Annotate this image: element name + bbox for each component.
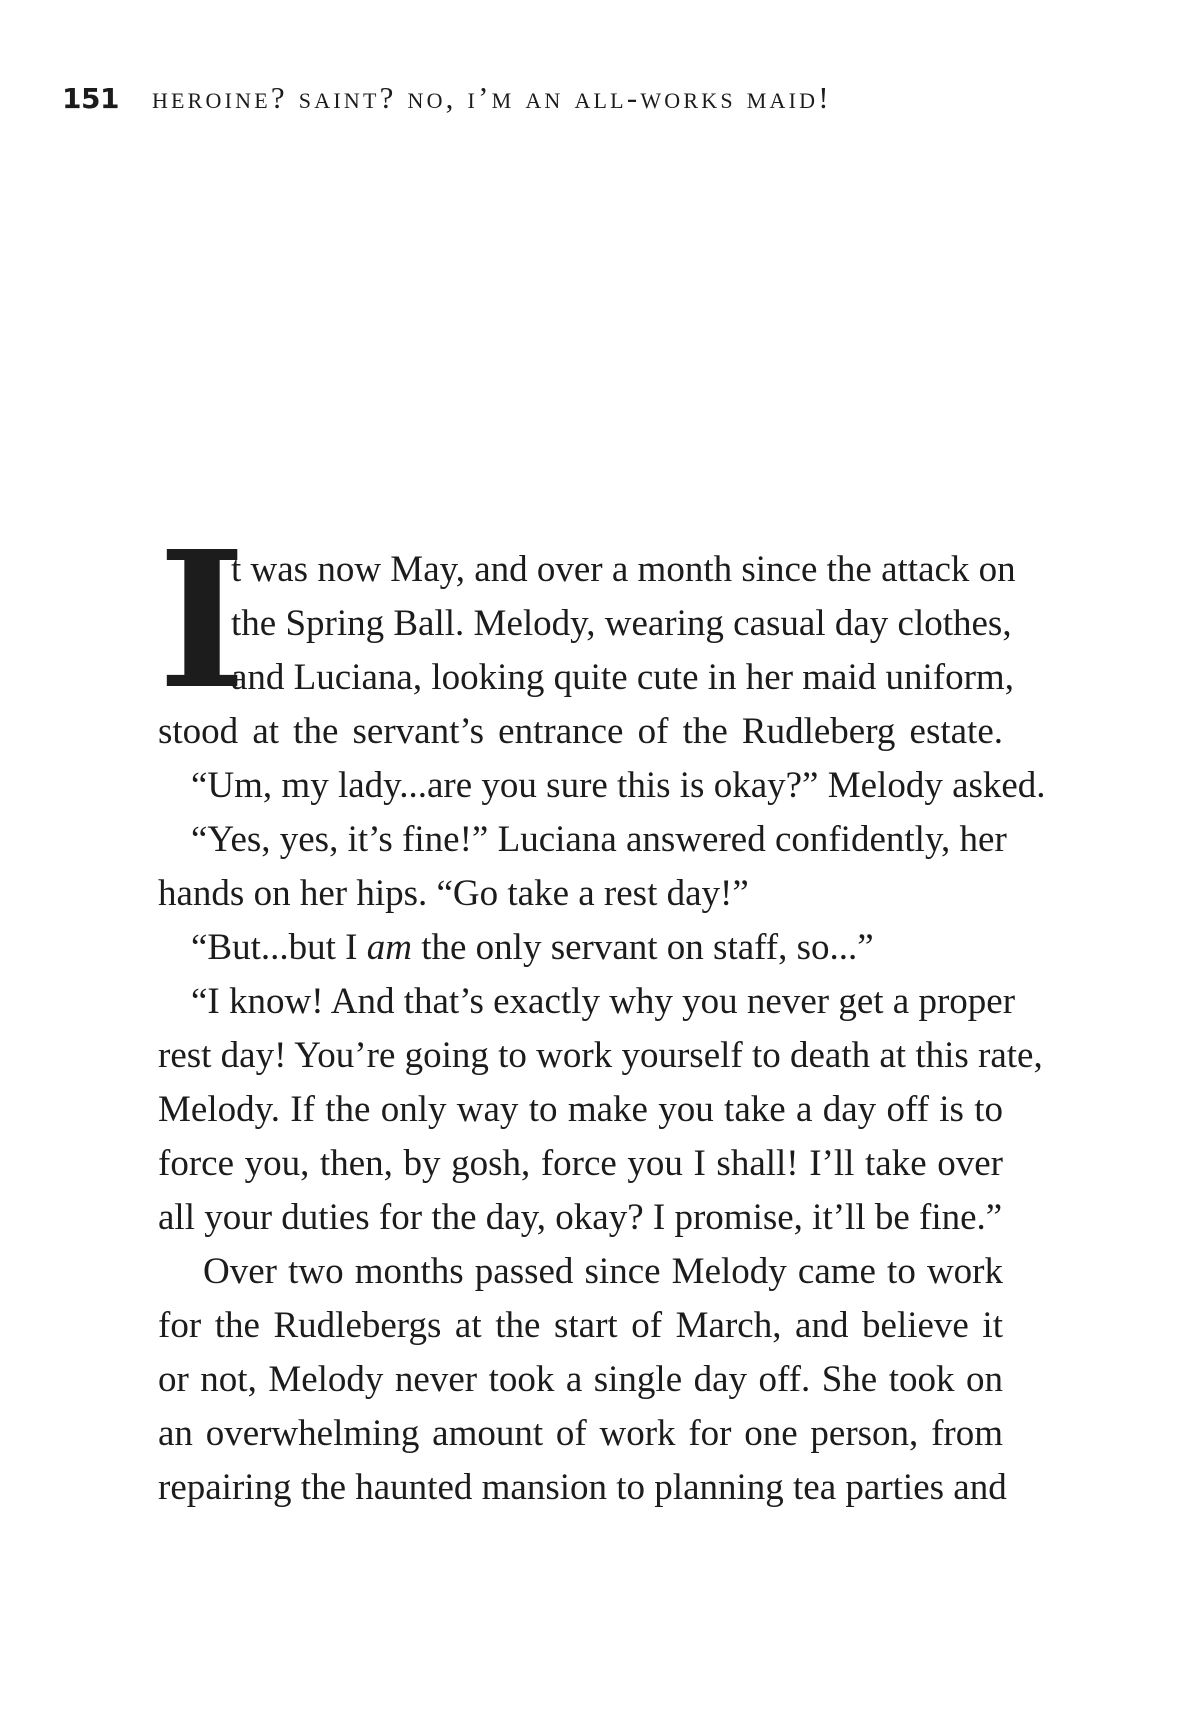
book-title: heroine? saint? no, i’m an all-works maid! [151, 80, 832, 115]
text-line: and Luciana, looking quite cute in her maid uniform, [231, 657, 1014, 698]
text-line: all your duties for the day, okay? I promise, it’ll be fine.” [158, 1197, 1003, 1238]
text-line: “I know! And that’s exactly why you never get a proper [191, 981, 1016, 1022]
text-line: t was now May, and over a month since the attack on [231, 549, 1016, 590]
chapter-text [158, 510, 1046, 1515]
text-line: rest day! You’re going to work yourself to death at this rate, [158, 1035, 1043, 1076]
page-number: 151 [62, 82, 119, 115]
drop-cap: I [158, 510, 246, 731]
text-line: for the Rudlebergs at the start of March, and believe it [158, 1305, 1003, 1346]
text-line: force you, then, by gosh, force you I shall! I’ll take over [158, 1143, 1003, 1184]
opening-paragraph [158, 510, 1016, 759]
text-line: or not, Melody never took a single day off. She took on [158, 1359, 1003, 1400]
text-line: the Spring Ball. Melody, wearing casual day clothes, [231, 603, 1012, 644]
text-line-emphasis [158, 921, 1003, 975]
text-line: an overwhelming amount of work for one person, from [158, 1413, 1003, 1454]
text-line: “Um, my lady...are you sure this is okay?” Melody asked. [191, 765, 1046, 806]
text-line: Melody. If the only way to make you take a day off is to [158, 1089, 1003, 1130]
text-line: “Yes, yes, it’s fine!” Luciana answered confidently, her [191, 819, 1007, 860]
text-line: repairing the haunted mansion to planning tea parties and [158, 1467, 1007, 1508]
text-line: hands on her hips. “Go take a rest day!” [158, 873, 749, 914]
text-fragment: the only servant on staff, so...” [411, 927, 874, 968]
text-fragment: “But...but I [191, 927, 367, 968]
emphasized-word: am [366, 927, 412, 968]
text-line: Over two months passed since Melody came to work [203, 1251, 1003, 1292]
running-header [62, 80, 832, 116]
text-line: stood at the servant’s entrance of the Rudleberg estate. [158, 711, 1003, 752]
